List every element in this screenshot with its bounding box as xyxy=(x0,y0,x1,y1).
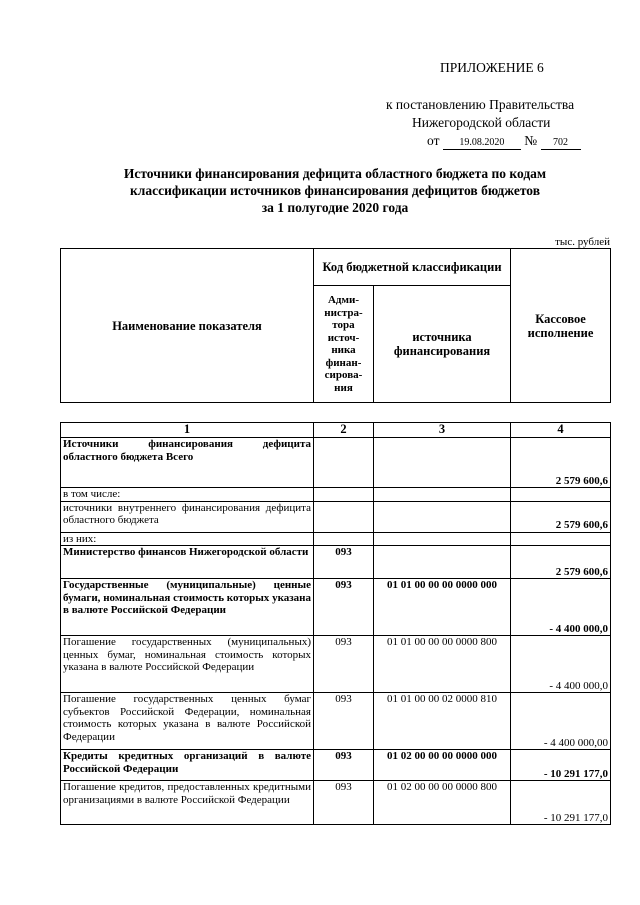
row-code xyxy=(374,501,511,532)
col-number-2: 2 xyxy=(314,423,374,438)
table-row xyxy=(61,781,611,825)
row-value: - 4 400 000,00 xyxy=(511,693,611,750)
row-admin: 093 xyxy=(314,546,374,579)
decree-number: 702 xyxy=(541,137,581,150)
title-line-2: классификации источников финансирования дефицитов бюджетов xyxy=(130,183,540,198)
row-code: 01 01 00 00 00 0000 800 xyxy=(374,636,511,693)
row-name: Погашение государственных (муниципальных) ценных бумаг, номинальная стоимость которых указана в валюте Российской Федерации xyxy=(61,636,314,693)
decree-date-line xyxy=(427,133,581,150)
row-code xyxy=(374,438,511,488)
col-cash-header: Кассовое исполнение xyxy=(511,249,611,403)
row-code: 01 02 00 00 00 0000 800 xyxy=(374,781,511,825)
row-name: Кредиты кредитных организаций в валюте Российской Федерации xyxy=(61,750,314,781)
header-table xyxy=(60,248,611,403)
row-value: 2 579 600,6 xyxy=(511,546,611,579)
row-code: 01 02 00 00 00 0000 000 xyxy=(374,750,511,781)
col-admin-header: Адми-нистра-тора источ-ника финан-сирова-ния xyxy=(314,286,374,403)
table-row xyxy=(61,636,611,693)
table-row xyxy=(61,501,611,532)
appendix-label: ПРИЛОЖЕНИЕ 6 xyxy=(440,60,544,75)
row-value: - 4 400 000,0 xyxy=(511,636,611,693)
row-value xyxy=(511,532,611,546)
row-value: 2 579 600,6 xyxy=(511,501,611,532)
row-admin: 093 xyxy=(314,693,374,750)
data-table xyxy=(60,422,611,825)
table-row xyxy=(61,488,611,502)
table-row xyxy=(61,546,611,579)
unit-label: тыс. рублей xyxy=(555,236,610,248)
col-number-1: 1 xyxy=(61,423,314,438)
row-admin xyxy=(314,488,374,502)
col-number-3: 3 xyxy=(374,423,511,438)
title-line-1: Источники финансирования дефицита областного бюджета по кодам xyxy=(123,166,547,181)
col-code-group-header: Код бюджетной классификации xyxy=(314,249,511,286)
table-row xyxy=(61,579,611,636)
document-title xyxy=(60,165,610,216)
row-admin: 093 xyxy=(314,579,374,636)
number-prefix: № xyxy=(524,133,538,148)
row-value: - 10 291 177,0 xyxy=(511,781,611,825)
col-name-header: Наименование показателя xyxy=(61,249,314,403)
table-row xyxy=(61,532,611,546)
row-code: 01 01 00 00 02 0000 810 xyxy=(374,693,511,750)
date-prefix: от xyxy=(427,133,440,148)
decree-line-2: Нижегородской области xyxy=(412,115,551,130)
table-row xyxy=(61,438,611,488)
row-code xyxy=(374,546,511,579)
row-admin xyxy=(314,532,374,546)
row-value xyxy=(511,488,611,502)
row-value: 2 579 600,6 xyxy=(511,438,611,488)
row-admin xyxy=(314,438,374,488)
row-name: Источники финансирования дефицита областного бюджета Всего xyxy=(61,438,314,488)
title-line-3: за 1 полугодие 2020 года xyxy=(261,200,409,215)
table-row xyxy=(61,693,611,750)
row-name: Погашение государственных ценных бумаг субъектов Российской Федерации, номинальная стоимость которых указана в валюте Российской Федерации xyxy=(61,693,314,750)
row-value: - 10 291 177,0 xyxy=(511,750,611,781)
row-code: 01 01 00 00 00 0000 000 xyxy=(374,579,511,636)
col-source-header: источника финансирования xyxy=(374,286,511,403)
row-name: Министерство финансов Нижегородской области xyxy=(61,546,314,579)
row-name: Погашение кредитов, предоставленных кредитными организациями в валюте Российской Федерации xyxy=(61,781,314,825)
row-admin: 093 xyxy=(314,636,374,693)
row-admin: 093 xyxy=(314,781,374,825)
row-name: Государственные (муниципальные) ценные бумаги, номинальная стоимость которых указана в валюте Российской Федерации xyxy=(61,579,314,636)
decree-line-1: к постановлению Правительства xyxy=(386,97,575,112)
row-name: в том числе: xyxy=(61,488,314,502)
row-code xyxy=(374,532,511,546)
row-name: источники внутреннего финансирования дефицита областного бюджета xyxy=(61,501,314,532)
row-value: - 4 400 000,0 xyxy=(511,579,611,636)
row-code xyxy=(374,488,511,502)
row-name: из них: xyxy=(61,532,314,546)
col-number-4: 4 xyxy=(511,423,611,438)
table-row xyxy=(61,750,611,781)
decree-date: 19.08.2020 xyxy=(443,137,521,150)
row-admin xyxy=(314,501,374,532)
row-admin: 093 xyxy=(314,750,374,781)
